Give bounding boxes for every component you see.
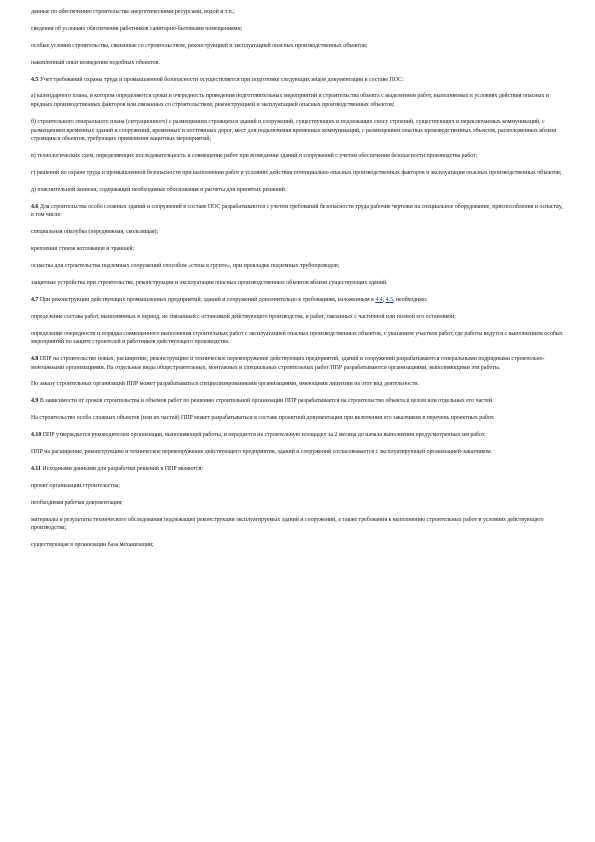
paragraph: определение состава работ, выполняемых в период, не связанный с остановкой действующего производства, и работ, связанных с частичной или полной его остановкой; xyxy=(31,313,456,320)
paragraph: специальная опалубка (передвижная, скользящая); xyxy=(31,229,159,236)
clause-paragraph xyxy=(31,355,564,372)
paragraph: определение очередности и порядка совмещенного выполнения строительных работ с эксплуатацией опасных производственных объектов, с указанием участков работ, где работы ведутся с выполнением особых мероприятий по защите строителей и работников действующего производства. xyxy=(31,330,563,346)
paragraph: данные по обеспечению строительства энергетическими ресурсами, водой и т.п.; xyxy=(31,9,235,15)
paragraph: особые условия строительства, связанные со строительством, реконструкцией и эксплуатацией опасных производственных объектов; xyxy=(31,42,368,49)
paragraph-text: , необходимо: xyxy=(393,296,428,303)
paragraph-text: ППР утверждается руководителем организации, выполняющей работы, и передается на строительную площадку за 2 месяца до начала выполнения предусмотренных им работ. xyxy=(41,432,486,439)
clause-number: 4.7 xyxy=(31,296,39,303)
clause-paragraph xyxy=(31,431,564,440)
clause-number: 4.6 xyxy=(31,203,39,210)
paragraph: По заказу строительных организаций ППР может разрабатываться специализированными организациями, имеющими лицензии на этот вид деятельности. xyxy=(31,381,420,388)
clause-number: 4.8 xyxy=(31,356,39,362)
paragraph: На строительство особо сложных объектов (или их частей) ППР может разрабатываться в составе проектной документации при включении его заказчиком в перечень проектных работ. xyxy=(31,415,495,422)
paragraph: б) строительного генерального плана (ситуационного) с размещением строящихся зданий и сооружений, существующих и подлежащих сносу строений, существующих и переключаемых коммуникаций, с размещением временных зданий и сооружений, временных и постоянных дорог, мест для подключения временных коммуникаций, с размещением опасных производственных объектов, расположенных вблизи строящихся объектов, требующих применения защитных мероприятий; xyxy=(31,118,557,143)
clause-number: 4.11 xyxy=(31,465,41,472)
clause-number: 4.9 xyxy=(31,398,39,405)
paragraph: а) календарного плана, в котором определяются сроки и очередность проведения подготовительных мероприятий и строительства объекта с выделением работ, выполняемых в условиях действия опасных и вредных производственных факторов или связанных со строительством, реконструкцией и эксплуатацией опасных производственных объектов; xyxy=(31,93,549,109)
paragraph: сведения об условиях обеспечения работников санитарно-бытовыми помещениями; xyxy=(31,25,243,32)
clause-paragraph xyxy=(31,296,564,305)
paragraph: оснастка для строительства подземных сооружений способом «стена в грунте», при прокладке подземных трубопроводов; xyxy=(31,262,340,269)
paragraph-text: ППР на строительство новых, расширение, реконструкцию и техническое перевооружение действующих предприятий, зданий и сооружений разрабатываются генеральными подрядными строительно-монтажными организациями. На отдельные виды общестроительных, монтажных и специальных строительных работ ППР разрабатываются организациями, выполняющими эти работы. xyxy=(31,356,545,371)
clause-link-4-5[interactable]: 4.5 xyxy=(385,296,394,303)
clause-link-4-4[interactable]: 4.4 xyxy=(375,296,383,303)
clause-paragraph xyxy=(31,76,564,85)
clause-number: 4.10 xyxy=(31,432,42,439)
document-body xyxy=(31,8,564,558)
link-separator: , xyxy=(382,296,386,303)
clause-number: 4.5 xyxy=(31,76,39,83)
paragraph-text: В зависимости от сроков строительства и объемов работ по решению строительной организации ППР разрабатывается на строительство объекта в целом или отдельных его частей. xyxy=(38,398,494,405)
paragraph: накопленный опыт возведения подобных объектов. xyxy=(31,59,160,66)
paragraph: г) решений по охране труда и промышленной безопасности при выполнении работ в условиях действия потенциально опасных производственных факторов и эксплуатации опасных производственных объектов; xyxy=(31,169,562,176)
paragraph-text: Учет требований охраны труда и промышленной безопасности осуществляется при подготовке следующих видов документации в составе ПОС: xyxy=(38,76,404,83)
paragraph: материалы и результаты технического обследования подлежащих реконструкции эксплуатируемых зданий и сооружений, а также требования к выполнению строительных работ в условиях действующего производства; xyxy=(31,516,544,532)
paragraph-text: Исходными данными для разработки решений в ППР являются: xyxy=(40,465,204,472)
paragraph: необходимая рабочая документация; xyxy=(31,499,123,506)
paragraph: ППР на расширение, реконструкцию и техническое перевооружение действующего предприятия, зданий и сооружений согласовывается с эксплуатирующей организацией-заказчиком. xyxy=(31,449,493,456)
paragraph: защитные устройства при строительстве, реконструкции и эксплуатации опасных производственных объектов вблизи существующих зданий. xyxy=(31,279,388,286)
paragraph: существующая в организации база механизации; xyxy=(31,542,154,549)
clause-paragraph xyxy=(31,397,564,406)
paragraph: д) пояснительной записки, содержащей необходимые обоснования и расчеты для принятых решений. xyxy=(31,186,287,193)
clause-paragraph xyxy=(31,465,564,474)
paragraph: проект организации строительства; xyxy=(31,482,120,489)
clause-paragraph xyxy=(31,203,564,220)
paragraph: крепления стенок котлованов и траншей; xyxy=(31,246,135,253)
paragraph-text: Для строительства особо сложных зданий и сооружений в составе ПОС разрабатываются с учетом требований безопасности труда рабочие чертежи на специальное оборудование, приспособления и оснастку, в том числе: xyxy=(31,203,563,219)
paragraph-text: При реконструкции действующих промышленных предприятий, зданий и сооружений дополнительно к требованиям, изложенным в xyxy=(38,296,376,303)
paragraph: в) технологических схем, определяющих последовательность и совмещение работ при возведении зданий и сооружений с учетом обеспечения безопасности производства работ; xyxy=(31,153,478,160)
